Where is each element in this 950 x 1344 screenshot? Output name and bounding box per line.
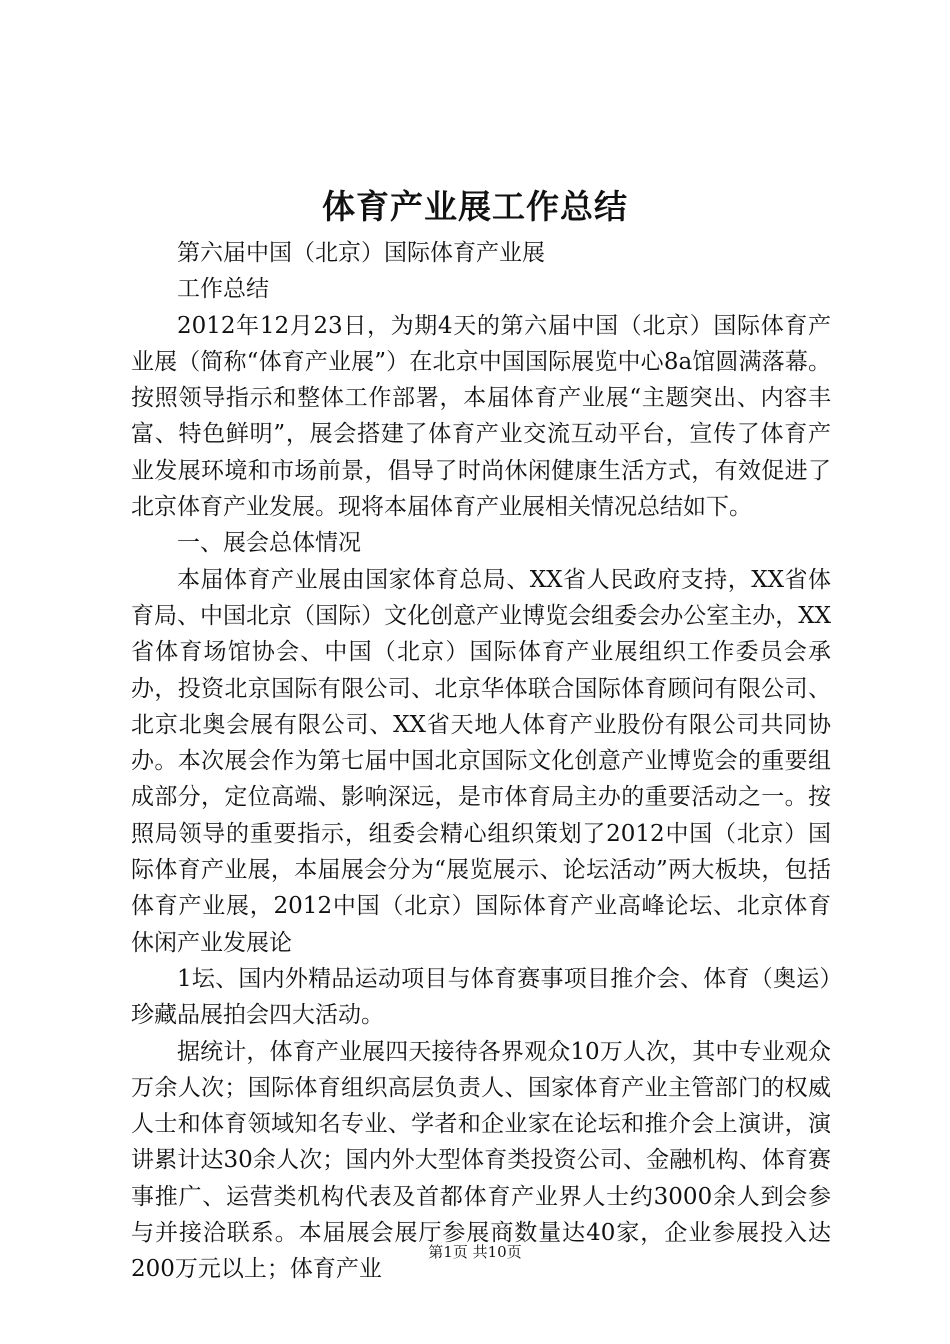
section-heading: 一、展会总体情况 [177,530,361,557]
page-footer: 第1页 共10页 [428,1243,522,1261]
paragraph-overview: 本届体育产业展由国家体育总局、XX省人民政府支持，XX省体育局、中国北京（国际）文化创意产业博览会组委会办公室主办，XX省体育场馆协会、中国（北京）国际体育产业展组织工作委员会承办，投资北京国际有限公司、北京华体联合国际体育顾问有限公司、北京北奥会展有限公司、XX省天地人体育产业股份有限公司共同协办。本次展会作为第七届中国北京国际文化创意产业博览会的重要组成部分，定位高端、影响深远，是市体育局主办的重要活动之一。按照局领导的重要指示，组委会精心组织策划了2012中国（北京）国际体育产业展，本届展会分为“展览展示、论坛活动”两大板块，包括体育产业展，2012中国（北京）国际体育产业高峰论坛、北京体育休闲产业发展论 [131,566,831,956]
paragraph-subtitle: 第六届中国（北京）国际体育产业展 [177,240,545,266]
paragraph-activities: 1坛、国内外精品运动项目与体育赛事项目推介会、体育（奥运）珍藏品展拍会四大活动。 [131,965,831,1029]
document-body [131,235,831,1288]
paragraph-statistics: 据统计，体育产业展四天接待各界观众10万人次，其中专业观众万余人次；国际体育组织高层负责人、国家体育产业主管部门的权威人士和体育领域知名专业、学者和企业家在论坛和推介会上演讲，演讲累计达30余人次；国内外大型体育类投资公司、金融机构、体育赛事推广、运营类机构代表及首都体育产业界人士约3000余人到会参与并接洽联系。本届展会展厅参展商数量达40家，企业参展投入达200万元以上；体育产业 [131,1038,831,1283]
document-title: 体育产业展工作总结 [322,187,628,226]
paragraph-subtitle-2: 工作总结 [177,276,269,303]
paragraph-intro: 2012年12月23日，为期4天的第六届中国（北京）国际体育产业展（简称“体育产业展”）在北京中国国际展览中心8a馆圆满落幕。按照领导指示和整体工作部署，本届体育产业展“主题突出、内容丰富、特色鲜明”，展会搭建了体育产业交流互动平台，宣传了体育产业发展环境和市场前景，倡导了时尚休闲健康生活方式，有效促进了北京体育产业发展。现将本届体育产业展相关情况总结如下。 [131,312,831,521]
